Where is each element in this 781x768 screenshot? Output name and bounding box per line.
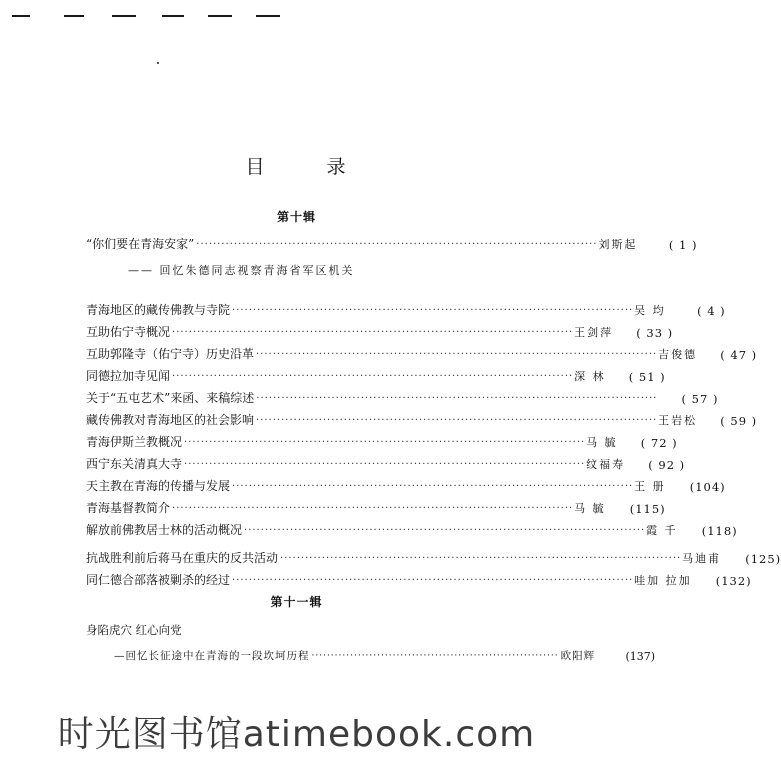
entry-subtitle: —— 回忆朱德同志视察青海省军区机关 [128, 264, 355, 277]
entry-title: 互助郭隆寺（佑宁寺）历史沿革 [86, 347, 255, 361]
section-heading-10: 第十辑 [276, 210, 316, 224]
entry-title: 青海基督教简介 [86, 501, 171, 515]
toc-entry[interactable] [86, 474, 726, 494]
leader-dots: ································································································ [256, 349, 658, 360]
watermark: 时光图书馆atimebook.com [57, 714, 536, 755]
entry-title: 解放前佛教居士林的活动概况 [86, 523, 243, 537]
entry-author: 马 毓 [586, 436, 618, 449]
entry-page: (118) [701, 524, 738, 538]
scan-speck [157, 62, 159, 64]
entry-page: ( 59 ) [720, 414, 758, 428]
top-dash-marks [12, 15, 282, 21]
entry-author: 纹福寿 [586, 458, 626, 471]
entry-page: (125) [745, 552, 781, 566]
toc-entry-title-11[interactable]: 身陷虎穴 红心向党 [86, 623, 182, 637]
toc-entry-11[interactable] [114, 645, 656, 663]
toc-entry[interactable] [86, 298, 726, 318]
entry-page: ( 47 ) [720, 348, 758, 362]
section-heading-11: 第十一辑 [270, 595, 323, 609]
entry-title: 互助佑宁寺概况 [86, 325, 171, 339]
entry-author: 王岩松 [658, 414, 698, 427]
entry-page: ( 72 ) [640, 436, 678, 450]
entry-title: 青海地区的藏传佛教与寺院 [86, 303, 231, 317]
entry-author: 霞 千 [646, 524, 678, 537]
leader-dots: ································································································ [184, 437, 586, 448]
toc-entry[interactable] [86, 408, 758, 428]
entry-author: 深 林 [574, 370, 606, 383]
leader-dots: ································································································ [244, 525, 646, 536]
entry-author: 王剑萍 [574, 326, 614, 339]
leader-dots: ································································································ [280, 553, 682, 564]
entry-title: 青海伊斯兰教概况 [86, 435, 183, 449]
leader-dots: ································································································ [232, 305, 634, 316]
entry-author: 吉俊德 [658, 348, 698, 361]
leader-dots: ································································································ [256, 415, 658, 426]
toc-entry[interactable] [86, 546, 781, 566]
entry-author: 哇加 拉加 [634, 574, 692, 587]
leader-dots: ································································································ [196, 239, 598, 250]
toc-entry[interactable] [86, 386, 719, 406]
entry-title: 藏传佛教对青海地区的社会影响 [86, 413, 255, 427]
entry-subtitle: —回忆长征途中在青海的一段坎坷历程 [114, 650, 310, 662]
toc-entry[interactable] [86, 342, 758, 362]
entry-title: 天主教在青海的传播与发展 [86, 479, 231, 493]
entry-title: 同仁德合部落被剿杀的经过 [86, 573, 231, 587]
leader-dots: ································································ [311, 651, 559, 661]
entry-author: 马 毓 [574, 502, 606, 515]
entry-page: ( 4 ) [697, 304, 726, 318]
entry-page: (137) [625, 650, 656, 663]
toc-entry[interactable] [86, 430, 678, 450]
page-title: 目 录 [245, 156, 374, 178]
leader-dots: ································································································ [232, 481, 634, 492]
entry-page: ( 92 ) [648, 458, 686, 472]
entry-author: 马迪甫 [682, 552, 722, 565]
entry-page: ( 57 ) [681, 392, 719, 406]
entry-page: (115) [629, 502, 666, 516]
toc-entry[interactable] [86, 320, 674, 340]
leader-dots: ································································································ [172, 371, 574, 382]
entry-author: 刘斯起 [598, 238, 638, 251]
entry-title: 关于“五屯艺术”来函、来稿综述 [86, 391, 255, 405]
leader-dots: ································································································ [184, 459, 586, 470]
entry-title: 同德拉加寺见闻 [86, 369, 171, 383]
entry-title: 西宁东关清真大寺 [86, 457, 183, 471]
entry-page: ( 33 ) [636, 326, 674, 340]
entry-title: “你们要在青海安家” [86, 237, 195, 251]
leader-dots: ································································································ [256, 393, 658, 404]
toc-entry[interactable] [86, 496, 666, 516]
entry-page: ( 51 ) [628, 370, 666, 384]
entry-page: ( 1 ) [668, 238, 698, 252]
leader-dots: ································································································ [172, 327, 574, 338]
toc-entry-first[interactable] [86, 232, 698, 252]
leader-dots: ································································································ [232, 575, 634, 586]
toc-entry[interactable] [86, 518, 738, 538]
toc-entry[interactable] [86, 452, 686, 472]
entry-author: 王 册 [634, 480, 666, 493]
entry-author: 欧阳辉 [560, 650, 596, 662]
entry-author: 吴 均 [634, 304, 666, 317]
toc-entry[interactable] [86, 364, 666, 384]
toc-entry[interactable] [86, 568, 752, 588]
entry-page: (104) [689, 480, 726, 494]
entry-title: 抗战胜利前后蒋马在重庆的反共活动 [86, 551, 279, 565]
entry-page: (132) [715, 574, 752, 588]
leader-dots: ································································································ [172, 503, 574, 514]
